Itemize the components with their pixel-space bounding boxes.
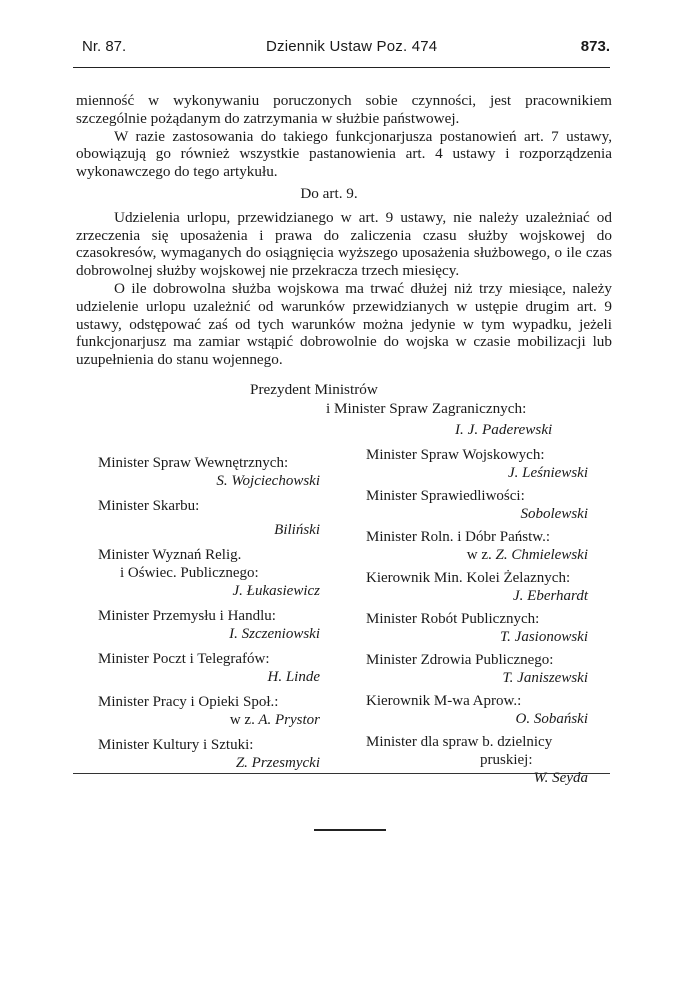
publication-title: Dziennik Ustaw Poz. 474 [266, 38, 438, 55]
minister-role: Minister Poczt i Telegrafów: [98, 651, 270, 667]
minister-role: Minister Spraw Wewnętrznych: [98, 455, 289, 471]
page-header [70, 38, 610, 60]
page-number: 873. [580, 38, 610, 55]
pm-title-line-2: i Minister Spraw Zagranicznych: [326, 400, 527, 417]
paragraph-1: mienność w wykonywaniu poruczonych sobie czynności, jest pracownikiem szczególnie pożądanym do zatrzymania w służbie państwowej. [76, 92, 612, 127]
minister-name: J. Łukasiewicz [232, 583, 320, 599]
header-rule [73, 67, 610, 68]
signature-entry [366, 487, 592, 524]
signature-entry [98, 736, 320, 773]
deputy-prefix: w z. [466, 547, 492, 563]
minister-name: J. Leśniewski [508, 465, 588, 481]
signature-entry [366, 446, 592, 483]
minister-role: Minister Spraw Wojskowych: [366, 447, 545, 463]
signatures-right-column [366, 446, 592, 792]
minister-name: J. Eberhardt [513, 588, 588, 604]
minister-name: I. Szczeniowski [229, 626, 320, 642]
signature-entry [366, 569, 592, 606]
signature-entry [98, 693, 320, 730]
minister-name-line [366, 546, 592, 565]
minister-role: Minister Pracy i Opieki Społ.: [98, 694, 279, 710]
minister-name: Z. Chmielewski [495, 547, 588, 563]
issue-number: Nr. 87. [82, 38, 127, 55]
minister-name: A. Prystor [258, 712, 320, 728]
minister-name: T. Janiszewski [502, 670, 588, 686]
signature-entry [366, 651, 592, 688]
minister-role: Minister Kultury i Sztuki: [98, 737, 254, 753]
signature-entry [98, 607, 320, 644]
article-heading: Do art. 9. [300, 184, 358, 202]
minister-role: Minister Skarbu: [98, 498, 200, 514]
minister-role: Minister Roln. i Dóbr Państw.: [366, 529, 551, 545]
minister-name: T. Jasionowski [499, 629, 588, 645]
minister-role: Minister Robót Publicznych: [366, 611, 540, 627]
minister-role: Minister Przemysłu i Handlu: [98, 608, 276, 624]
minister-role: Kierownik M-wa Aprow.: [366, 693, 522, 709]
signature-entry [98, 454, 320, 491]
deputy-prefix: w z. [229, 712, 255, 728]
minister-role: Minister Wyznań Relig. [98, 547, 242, 563]
minister-role: Kierownik Min. Kolei Żelaznych: [366, 570, 571, 586]
minister-name: H. Linde [267, 669, 320, 685]
minister-name-line [98, 711, 320, 730]
minister-role: Minister dla spraw b. dzielnicy [366, 734, 553, 750]
minister-name: W. Seyda [533, 770, 588, 786]
pm-title-line-1: Prezydent Ministrów [250, 381, 378, 398]
paragraph-2: W razie zastosowania do takiego funkcjonarjusza postanowień art. 7 ustawy, obowiązują go również wszystkie pastanowienia art. 4 ustawy i rozporządzenia wykonawczego do tego artykułu. [76, 127, 612, 181]
footer-rule [73, 773, 610, 774]
signature-entry [366, 610, 592, 647]
signature-entry [98, 546, 320, 601]
signature-entry [366, 692, 592, 729]
minister-role: Minister Zdrowia Publicznego: [366, 652, 554, 668]
signatures-left-column [98, 454, 320, 779]
pm-signature: I. J. Paderewski [455, 421, 553, 438]
end-rule [314, 829, 386, 831]
paragraph-4: O ile dobrowolna służba wojskowa ma trwać dłużej niż trzy miesiące, należy udzielenie urlopu uzależnić od warunków przewidzianych w ustępie drugim art. 9 ustawy, odstępować zaś od tych warunków można jedynie w tym wypadku, jeżeli funkcjonarjusz ma zamiar wstąpić dobrowolnie do wojska w czasie mobilizacji lub uzupełnienia do stanu wojennego. [76, 279, 612, 369]
paragraph-3: Udzielenia urlopu, przewidzianego w art. 9 ustawy, nie należy uzależniać od zrzeczenia się uposażenia i prawa do zaliczenia czasu służby wojskowej do czasokresów, wymaganych do osiągnięcia wyższego uposażenia służbowego, o ile czas dobrowolnej służby wojskowej nie przekracza trzech miesięcy. [76, 208, 612, 280]
signature-entry [366, 528, 592, 565]
minister-name: O. Sobański [515, 711, 588, 727]
body-text [76, 92, 612, 369]
minister-role: Minister Sprawiedliwości: [366, 488, 525, 504]
signature-entry [98, 497, 320, 540]
minister-name: Z. Przesmycki [235, 755, 320, 771]
signature-entry [366, 733, 592, 788]
minister-name: Sobolewski [520, 506, 588, 522]
minister-name: S. Wojciechowski [216, 473, 320, 489]
minister-role-cont: pruskiej: [480, 752, 533, 768]
minister-name: Biliński [274, 522, 320, 538]
minister-role-cont: i Oświec. Publicznego: [120, 565, 259, 581]
signature-entry [98, 650, 320, 687]
